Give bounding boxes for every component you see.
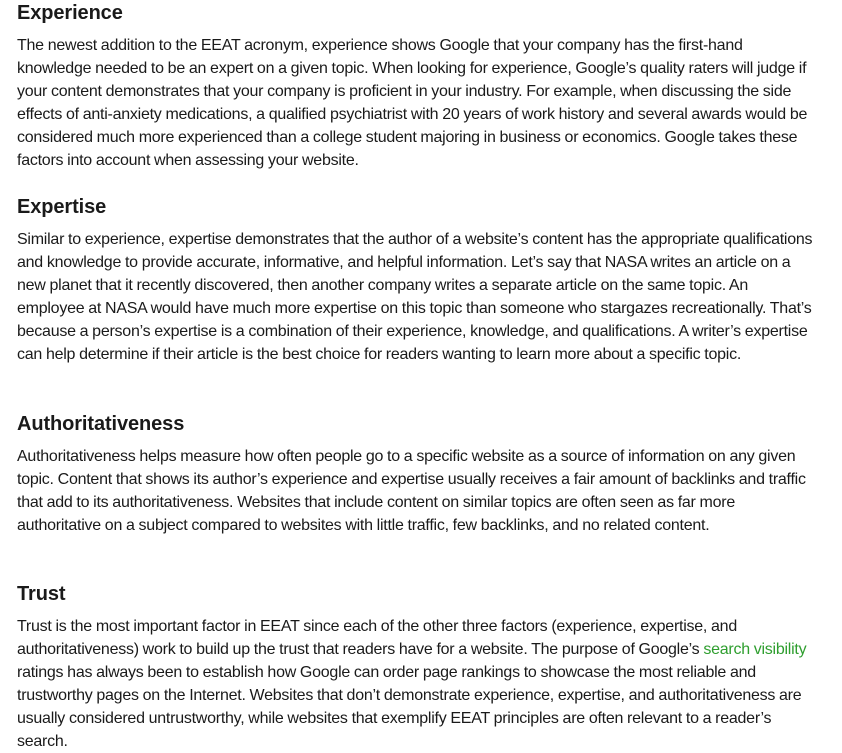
section-paragraph-expertise: Similar to experience, expertise demonstrates that the author of a website’s content has the appropriate qualifications and knowledge to provide accurate, informative, and helpful information. Let’s say that NASA writes an article on a new planet that it recently discovered, then another company writes a separate article on the same topic. An employee at NASA would have much more expertise on this topic than someone who stargazes recreationally. That’s because a person’s expertise is a combination of their experience, knowledge, and qualifications. A writer’s expertise can help determine if their article is the best choice for readers wanting to learn more about a specific topic. xyxy=(17,231,813,363)
section-heading-trust: Trust xyxy=(17,583,66,605)
section-paragraph-authoritativeness: Authoritativeness helps measure how often people go to a specific website as a source of information on any given topic. Content that shows its author’s experience and expertise usually receives a fair amount of backlinks and traffic that add to its authoritativeness. Websites that include content on similar topics are often seen as far more authoritative on a subject compared to websites with little traffic, few backlinks, and no related content. xyxy=(17,448,806,534)
section-trust xyxy=(17,581,817,753)
section-authoritativeness xyxy=(17,411,817,537)
trust-text-after-link: ratings has always been to establish how Google can order page rankings to showcase the most reliable and trustworthy pages on the Internet. Websites that don’t demonstrate experience, expertise, and authoritativeness are usually considered untrustworthy, while websites that exemplify EEAT principles are often relevant to a reader’s search. xyxy=(17,664,802,750)
section-experience xyxy=(17,0,817,172)
trust-text-before-link: Trust is the most important factor in EEAT since each of the other three factors (experience, expertise, and authoritativeness) work to build up the trust that readers have for a website. The purpose of Google’s xyxy=(17,618,737,658)
section-heading-authoritativeness: Authoritativeness xyxy=(17,413,185,435)
section-heading-expertise: Expertise xyxy=(17,196,107,218)
search-visibility-link[interactable]: search visibility xyxy=(703,641,807,658)
section-paragraph-trust xyxy=(17,615,817,753)
section-expertise xyxy=(17,194,817,366)
section-heading-experience: Experience xyxy=(17,2,123,24)
section-paragraph-experience: The newest addition to the EEAT acronym, experience shows Google that your company has the first-hand knowledge needed to be an expert on a given topic. When looking for experience, Google’s quality raters will judge if your content demonstrates that your company is proficient in your industry. For example, when discussing the side effects of anti-anxiety medications, a qualified psychiatrist with 20 years of work history and several awards would be considered much more experienced than a college student majoring in business or economics. Google takes these factors into account when assessing your website. xyxy=(17,37,808,169)
